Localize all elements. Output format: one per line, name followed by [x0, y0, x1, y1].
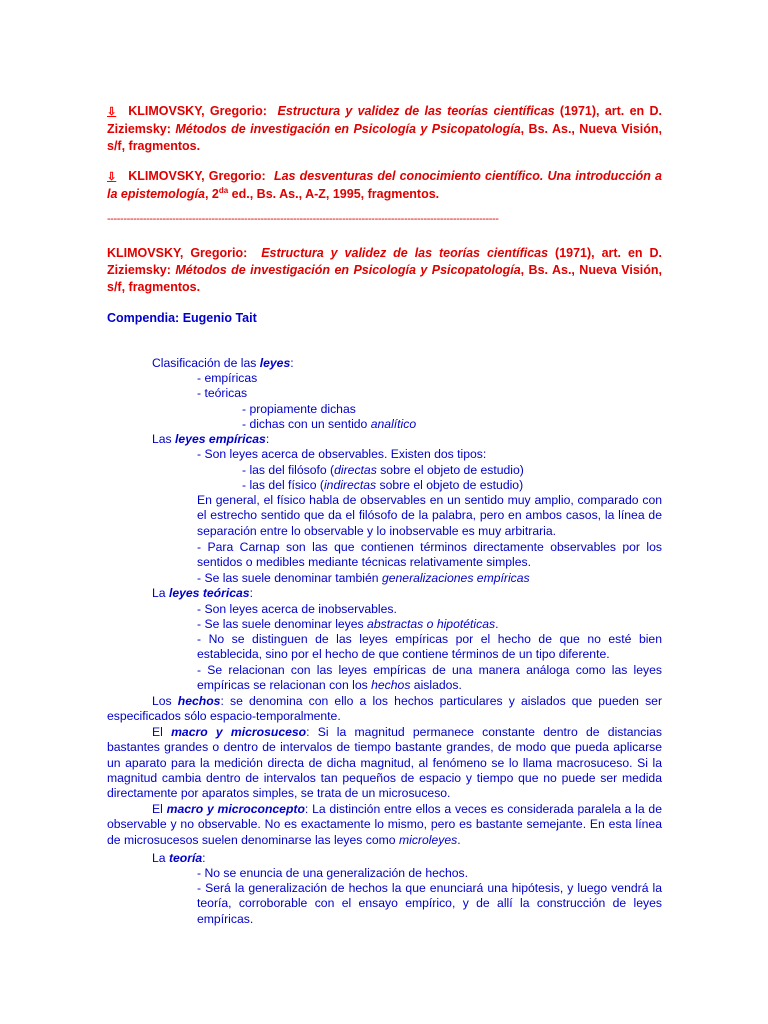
ref-title: Estructura y validez de las teorías científicas [261, 246, 549, 260]
hechos-paragraph: Los hechos: se denomina con ello a los hechos particulares y aislados que pueden ser especificados sólo espacio-temporalmente. [107, 694, 662, 724]
list-item: - las del físico (indirectas sobre el objeto de estudio) [242, 478, 524, 492]
list-item: - Se las suele denominar también generalizaciones empíricas [197, 571, 530, 585]
paragraph: - Se relacionan con las leyes empíricas de una manera análoga como las leyes empíricas se relacionan con los hechos aislados. [197, 663, 662, 693]
paragraph: - Para Carnap son las que contienen términos directamente observables por los sentidos o medibles mediante técnicas relativamente simples. [197, 540, 662, 570]
reference-1: ⇩ KLIMOVSKY, Gregorio: Estructura y validez de las teorías científicas (1971), art. en D. Ziziemsky: Métodos de investigación en Psicología y Psicopatología, Bs. As., Nueva Visión, s/f, fragmentos. [107, 104, 662, 153]
list-item: - teóricas [197, 386, 248, 400]
leyes-teoricas-heading: La leyes teóricas: [152, 586, 253, 600]
ref-work: Métodos de investigación en Psicología y Psicopatología [175, 263, 521, 277]
macro-microconcepto-paragraph: El macro y microconcepto: La distinción entre ellos a veces es considerada paralela a la de observable y no observable. No es exactamente lo mismo, pero es bastante semejante. En esta línea de microsucesos suelen denominarse las leyes como microleyes. [107, 802, 662, 847]
ref-author: KLIMOVSKY, Gregorio: [107, 246, 248, 260]
list-item: - Se las suele denominar leyes abstractas o hipotéticas. [197, 617, 499, 631]
reference-3: KLIMOVSKY, Gregorio: Estructura y validez de las teorías científicas (1971), art. en D. Ziziemsky: Métodos de investigación en Psicología y Psicopatología, Bs. As., Nueva Visión, s/f, fragmentos. [107, 246, 663, 294]
ref-author: KLIMOVSKY, Gregorio: [128, 169, 266, 183]
compendia-credit: Compendia: Eugenio Tait [107, 311, 257, 325]
ref-title: Estructura y validez de las teorías científicas [277, 104, 555, 118]
reference-2: ⇩ KLIMOVSKY, Gregorio: Las desventuras del conocimiento científico. Una introducción a la epistemología, $2^{da}$ ed., Bs. As., A-Z, 1995, fragmentos. [107, 169, 662, 201]
dashed-divider: ------------------------------------------------------------------------------------------------------------------------ [107, 213, 499, 225]
leyes-empiricas-heading: Las leyes empíricas: [152, 432, 270, 446]
ref-work: Métodos de investigación en Psicología y Psicopatología [175, 122, 521, 136]
list-item: - las del filósofo (directas sobre el objeto de estudio) [242, 463, 524, 477]
ref-author: KLIMOVSKY, Gregorio: [128, 104, 267, 118]
paragraph: - No se distinguen de las leyes empíricas por el hecho de que no esté bien establecida, sino por el hecho de que contiene términos de un tipo diferente. [197, 632, 662, 662]
teoria-heading: La teoría: [152, 851, 206, 865]
list-item: - propiamente dichas [242, 402, 356, 416]
download-arrow-icon[interactable]: ⇩ [107, 106, 117, 118]
list-item: - No se enuncia de una generalización de hechos. [197, 866, 469, 880]
list-item: - Son leyes acerca de observables. Existen dos tipos: [197, 447, 487, 461]
macro-microsuceso-paragraph: El macro y microsuceso: Si la magnitud permanece constante dentro de distancias bastantes grandes o dentro de intervalos de tiempo bastante grandes, de modo que pueda aplicarse un aparato para la medición directa de dicha magnitud, al fenómeno se lo llama macrosuceso. Si la magnitud cambia dentro de intervalos tan pequeños de espacio y tiempo que no puede ser medida directamente por aparatos simples, se trata de un microsuceso. [107, 725, 662, 801]
list-item: - empíricas [197, 371, 258, 385]
download-arrow-icon[interactable]: ⇩ [107, 171, 117, 183]
paragraph: En general, el físico habla de observables en un sentido muy amplio, comparado con el estrecho sentido que da el filósofo de la palabra, pero en ambos casos, la línea de separación entre lo observable y lo inobservable es muy arbitraria. [197, 493, 662, 538]
paragraph: - Será la generalización de hechos la que enunciará una hipótesis, y luego vendrá la teoría, corroborable con el ensayo empírico, y de allí la construcción de leyes empíricas. [197, 881, 662, 926]
list-item: - dichas con un sentido analítico [242, 417, 417, 431]
list-item: - Son leyes acerca de inobservables. [197, 602, 397, 616]
ref-title: Las desventuras del conocimiento científico. Una introducción a la epistemología [107, 169, 662, 201]
clasificacion-heading: Clasificación de las leyes: [152, 356, 294, 370]
